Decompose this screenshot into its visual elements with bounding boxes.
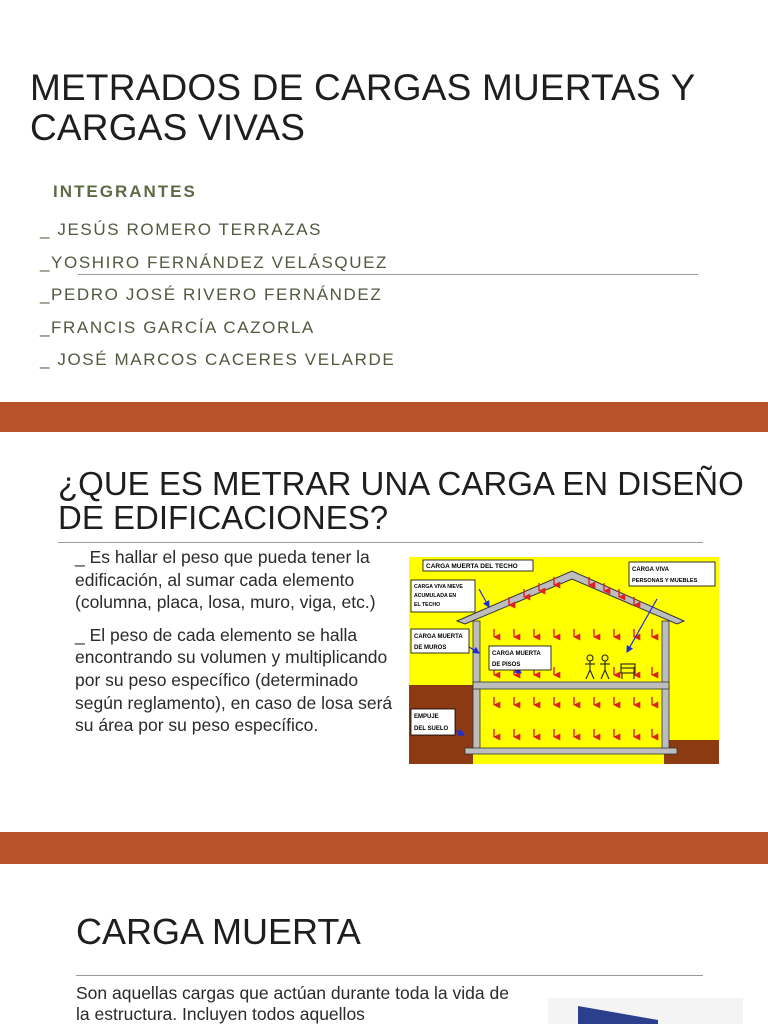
slide-definition (0, 432, 768, 832)
label-snow-live-load: ACUMULADA EN (414, 593, 457, 599)
label-floors-dead-load: DE PISOS (492, 662, 521, 668)
divider-line (58, 542, 703, 543)
label-live-load: CARGA VIVA (632, 567, 670, 573)
team-member-list (40, 214, 395, 377)
slide-separator-band (0, 832, 768, 864)
slide-separator-band (0, 402, 768, 432)
foundation (465, 748, 677, 754)
team-member: _ JOSÉ MARCOS CACERES VELARDE (40, 350, 396, 369)
dead-load-title: CARGA MUERTA (76, 911, 361, 952)
definition-paragraph: _ Es hallar el peso que pueda tener la edificación, al sumar cada elemento (columna, placa, losa, muro, viga, etc.) (75, 547, 376, 613)
slide-dead-load (0, 864, 768, 1024)
building-loads-illustration (409, 557, 719, 764)
dead-load-paragraph: Son aquellas cargas que actúan durante toda la vida de la estructura. Incluyen todos aquellos (76, 983, 509, 1024)
definition-paragraph: _ El peso de cada elemento se halla encontrando su volumen y multiplicando por su peso específico (determinado según reglamento), en caso de losa será su área por su peso específico. (75, 624, 393, 736)
team-member: _YOSHIRO FERNÁNDEZ VELÁSQUEZ (40, 252, 389, 272)
team-member: _ JESÚS ROMERO TERRAZAS (40, 220, 323, 239)
floor-slab (473, 682, 669, 689)
label-floors-dead-load: CARGA MUERTA (492, 651, 541, 657)
divider-line (76, 975, 703, 976)
label-snow-live-load: CARGA VIVA NIEVE (414, 584, 463, 590)
label-soil-pressure: EMPUJE (414, 714, 439, 720)
team-heading: INTEGRANTES (53, 182, 197, 201)
label-roof-dead-load: CARGA MUERTA DEL TECHO (426, 563, 518, 570)
team-member: _PEDRO JOSÉ RIVERO FERNÁNDEZ (40, 285, 383, 304)
label-snow-live-load: EL TECHO (414, 602, 441, 608)
partial-illustration (548, 998, 743, 1024)
presentation-title: METRADOS DE CARGAS MUERTAS Y CARGAS VIVAS (30, 67, 695, 148)
divider-line (78, 274, 698, 275)
slide-title (0, 0, 768, 402)
dead-load-text (76, 983, 526, 1024)
label-live-load: PERSONAS Y MUEBLES (632, 578, 698, 584)
label-walls-dead-load: DE MUROS (414, 645, 447, 651)
team-member: _FRANCIS GARCÍA CAZORLA (40, 317, 315, 337)
label-soil-pressure: DEL SUELO (414, 726, 449, 732)
label-walls-dead-load: CARGA MUERTA (414, 634, 463, 640)
definition-title: ¿QUE ES METRAR UNA CARGA EN DISEÑO DE EDIFICACIONES? (58, 465, 744, 536)
definition-text (75, 546, 395, 747)
